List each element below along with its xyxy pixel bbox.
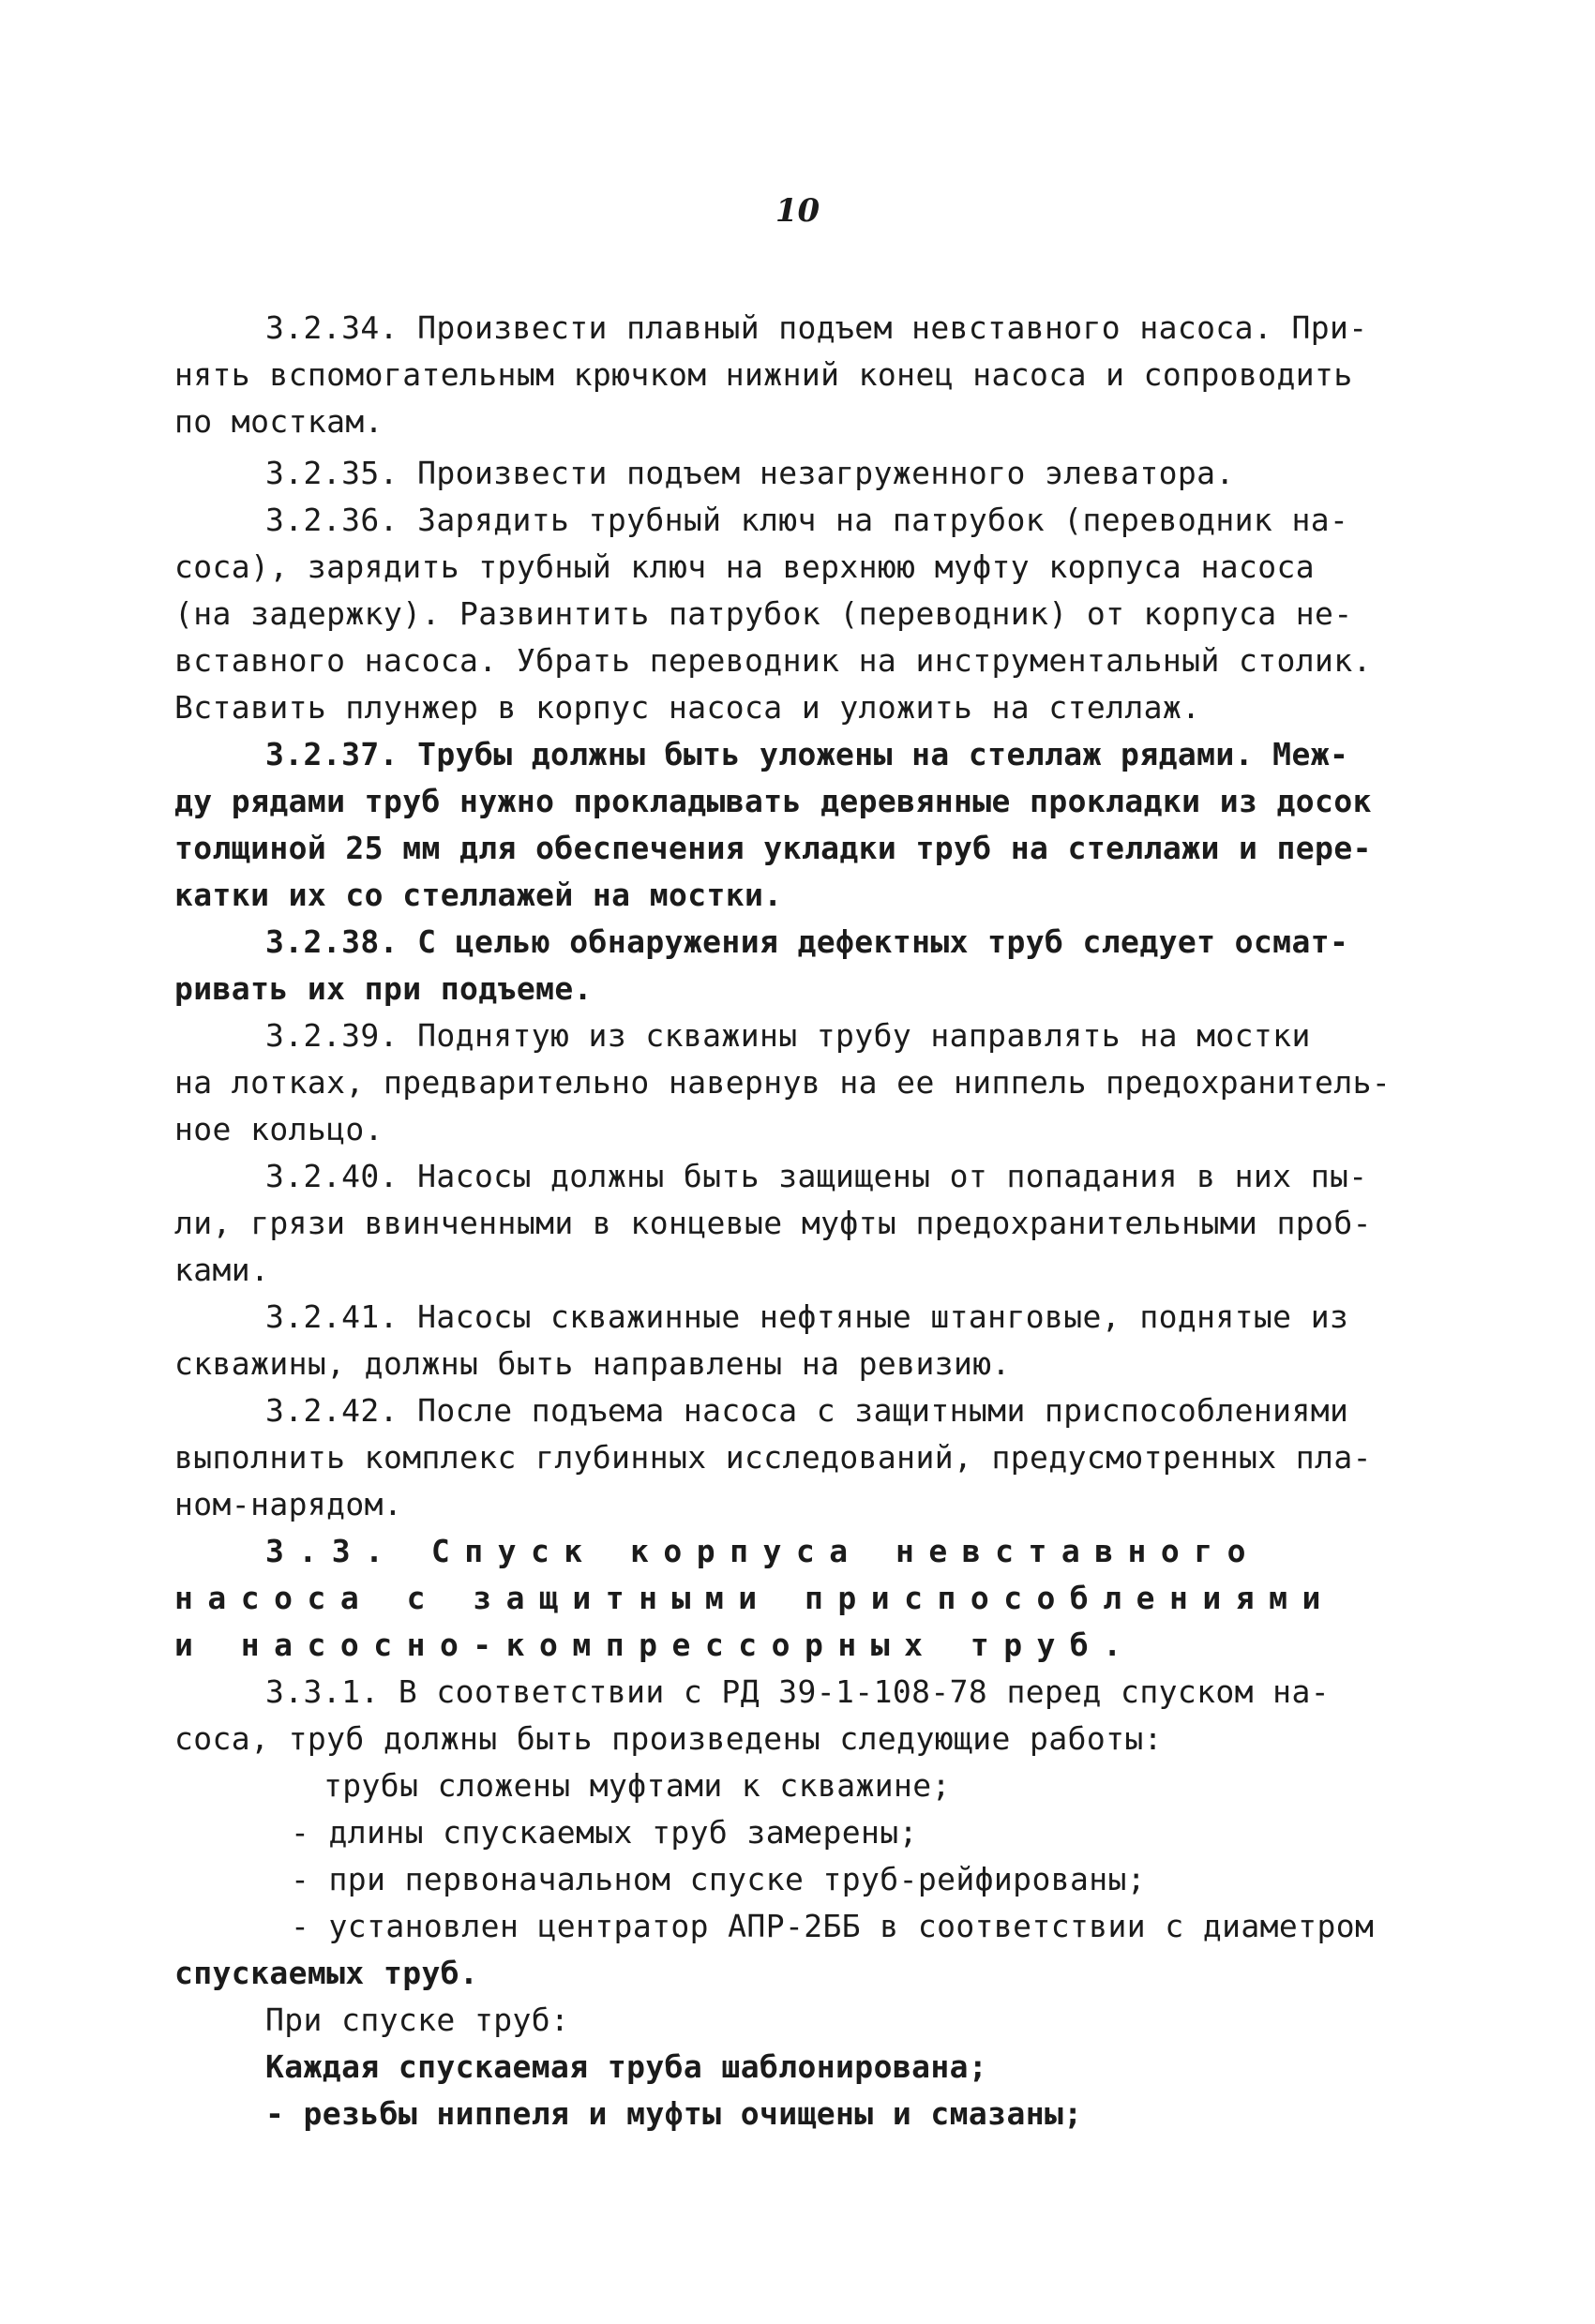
text-line: 3.2.36. Зарядить трубный ключ на патрубок (переводник на- — [265, 502, 1349, 538]
text-line: ривать их при подъеме. — [174, 970, 593, 1007]
text-line: толщиной 25 мм для обеспечения укладки труб на стеллажи и пере- — [174, 830, 1372, 866]
text-line: ду рядами труб нужно прокладывать деревянные прокладки из досок — [174, 783, 1372, 819]
list-item: - резьбы ниппеля и муфты очищены и смазаны; — [265, 2095, 1083, 2132]
text-line: ное кольцо. — [174, 1111, 384, 1147]
text-line: 3.2.39. Поднятую из скважины трубу направлять на мостки — [265, 1017, 1311, 1054]
text-line: 3.2.34. Произвести плавный подъем невставного насоса. При- — [265, 309, 1368, 346]
text-line: на лотках, предварительно навернув на ее ниппель предохранитель- — [174, 1064, 1392, 1101]
text-line: 3.3.1. В соответствии с РД 39-1-108-78 перед спуском на- — [265, 1673, 1330, 1710]
text-line: нять вспомогательным крючком нижний конец насоса и сопроводить — [174, 356, 1353, 393]
text-line: При спуске труб: — [265, 2002, 570, 2038]
text-line: вставного насоса. Убрать переводник на инструментальный столик. — [174, 642, 1372, 679]
text-line: Каждая спускаемая труба шаблонирована; — [265, 2048, 988, 2085]
text-line: 3.2.37. Трубы должны быть уложены на стеллаж рядами. Меж- — [265, 736, 1349, 772]
text-line: Вставить плунжер в корпус насоса и уложить на стеллаж. — [174, 689, 1201, 726]
page-number: 10 — [775, 192, 820, 230]
text-line: ном-нарядом. — [174, 1486, 403, 1522]
text-line: coca, труб должны быть произведены следующие работы: — [174, 1720, 1163, 1757]
text-line: 3.2.35. Произвести подъем незагруженного элеватора. — [265, 455, 1235, 491]
text-line: ками. — [174, 1252, 270, 1288]
list-item: трубы сложены муфтами к скважине; — [324, 1767, 951, 1804]
text-line: 3.2.38. С целью обнаружения дефектных труб следует осмат- — [265, 923, 1349, 960]
text-line: выполнить комплекс глубинных исследований, предусмотренных пла- — [174, 1439, 1372, 1476]
text-line: 3.2.41. Насосы скважинные нефтяные штанговые, поднятые из — [265, 1298, 1349, 1335]
text-line: ли, грязи ввинченными в концевые муфты предохранительными проб- — [174, 1205, 1372, 1241]
list-item: - при первоначальном спуске труб-рейфированы; — [291, 1861, 1147, 1897]
section-heading-line: насоса с защитными приспособлениями — [174, 1580, 1335, 1616]
section-heading-line: и насосно-компрессорных труб. — [174, 1627, 1136, 1663]
text-line: по мосткам. — [174, 403, 384, 440]
text-line: coca), зарядить трубный ключ на верхнюю муфту корпуса насоса — [174, 548, 1316, 585]
text-line: катки их со стеллажей на мостки. — [174, 877, 783, 913]
section-heading-line: 3.3. Спуск корпуса невставного — [265, 1533, 1261, 1569]
text-line: 3.2.42. После подъема насоса с защитными приспособлениями — [265, 1392, 1349, 1429]
list-item: - длины спускаемых труб замерены; — [291, 1814, 918, 1851]
text-line: (на задержку). Развинтить патрубок (переводник) от корпуса не- — [174, 595, 1353, 632]
text-line: 3.2.40. Насосы должны быть защищены от попадания в них пы- — [265, 1158, 1368, 1194]
list-item: - установлен центратор АПР-2ББ в соответствии с диаметром — [291, 1908, 1375, 1944]
text-line: спускаемых труб. — [174, 1955, 479, 1991]
text-line: скважины, должны быть направлены на ревизию. — [174, 1345, 1011, 1382]
